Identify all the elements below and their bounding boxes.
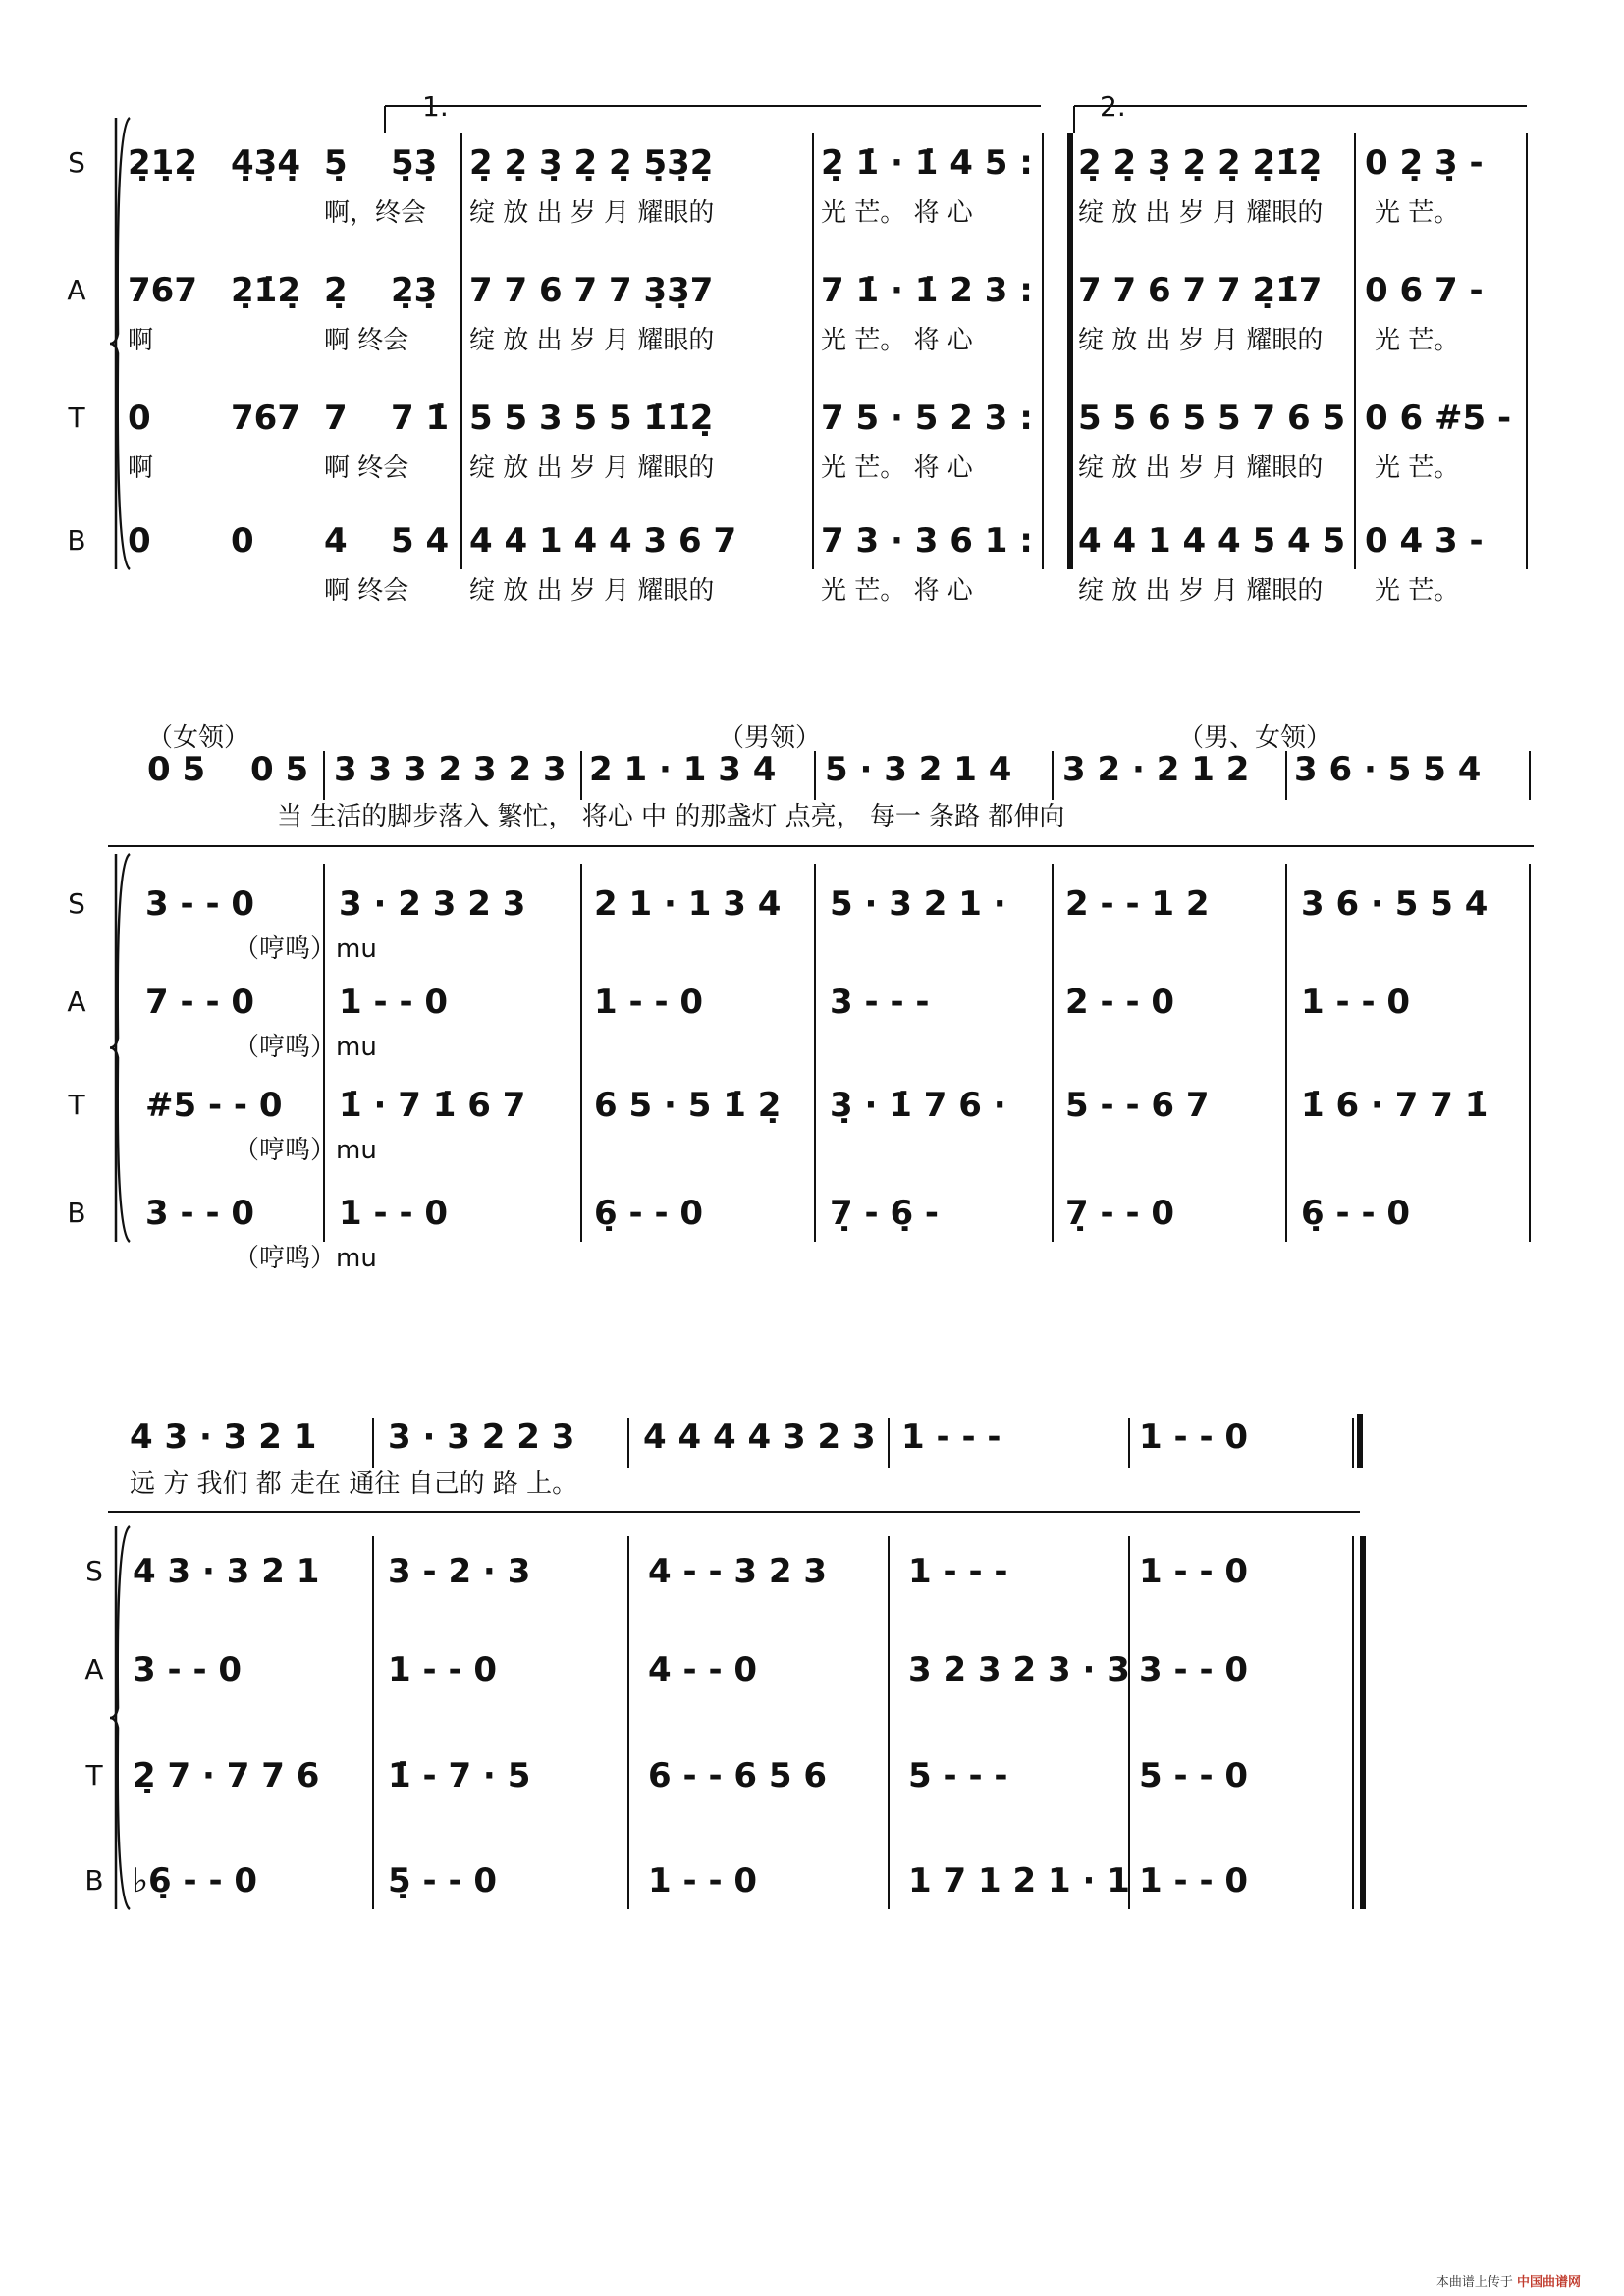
system3-brace <box>110 1526 130 1909</box>
notes-b: 4 <box>324 521 348 561</box>
notes-t: 1̇ - 7 · 5 <box>388 1756 531 1795</box>
lyrics-a: 绽 放 出 岁 月 耀眼的 <box>1078 326 1324 355</box>
lyrics-t: 啊 <box>128 454 154 483</box>
notes-t: 7 5 · 5 2 3 : <box>821 399 1033 438</box>
notes-a: 2̣ <box>324 271 348 310</box>
notes-a: 1 - - 0 <box>339 983 449 1022</box>
notes-b: 1 - - 0 <box>648 1861 758 1900</box>
upload-credit <box>1436 2271 1581 2290</box>
notes-a: 3 2 3 2 3 · 3 <box>908 1650 1130 1689</box>
notes-b: 6̣ - - 0 <box>594 1194 704 1233</box>
notes-s: 5̣3̣ <box>391 143 438 183</box>
lyrics-a: 光 芒。 <box>1375 326 1460 355</box>
notes-s: 4 3 · 3 2 1 <box>133 1552 320 1591</box>
notes-b: 0 4 3 - <box>1365 521 1484 561</box>
lead-notes: 5 · 3 2 1 4 <box>825 750 1012 789</box>
lyrics-b: 光 芒。 <box>1375 576 1460 606</box>
lyrics-s: 绽 放 出 岁 月 耀眼的 <box>1078 198 1324 228</box>
notes-a: 1 - - 0 <box>594 983 704 1022</box>
part-label-s: S <box>68 887 85 920</box>
notes-a: 2̣3̣ <box>391 271 438 310</box>
notes-a: 3 - - - <box>830 983 930 1022</box>
notes-t: 6 - - 6 5 6 <box>648 1756 828 1795</box>
role-hum: （哼鸣） <box>234 1136 337 1165</box>
hum-syllable: mu <box>336 1033 377 1062</box>
lyrics-s: 啊，终会 <box>324 198 427 228</box>
notes-a: 7 1̇ · 1̇ 2 3 : <box>821 271 1033 310</box>
notes-b: 4 4 1 4 4 3 6 7 <box>469 521 737 561</box>
notes-t: 1̇ 6 · 7 7 1̇ <box>1301 1086 1489 1125</box>
role-hum: （哼鸣） <box>234 934 337 964</box>
notes-s: 1 - - - <box>908 1552 1008 1591</box>
part-label-b: B <box>67 524 86 557</box>
notes-b: 1 - - 0 <box>339 1194 449 1233</box>
notes-b: 4 4 1 4 4 5 4 5 <box>1078 521 1346 561</box>
notes-a: 2̣1̇2̣ <box>231 271 300 310</box>
lead-notes: 0 5 <box>147 750 206 789</box>
part-label-a: A <box>67 986 86 1018</box>
notes-a: 7 7 6 7 7 3̣3̣7 <box>469 271 714 310</box>
lyrics-b: 光 芒。 将 心 <box>821 576 973 606</box>
lead-notes: 4 3 · 3 2 1 <box>130 1417 317 1457</box>
notes-s: 3 6 · 5 5 4 <box>1301 884 1489 924</box>
notes-b: 5̣ - - 0 <box>388 1861 498 1900</box>
notes-t: 5 - - 0 <box>1139 1756 1249 1795</box>
lead-lyrics: 当 生活的脚步落入 繁忙， 将心 中 的那盏灯 点亮， 每一 条路 都伸向 <box>277 802 1065 831</box>
notes-b: 1 7 1 2 1 · 1 <box>908 1861 1130 1900</box>
notes-s: 4̣3̣4̣ <box>231 143 300 183</box>
notes-s: 3 · 2 3 2 3 <box>339 884 526 924</box>
volta-1-label: 1. <box>422 90 449 123</box>
notes-t: 5 5 6 5 5 7 6 5 <box>1078 399 1346 438</box>
role-male-lead: （男领） <box>719 723 822 753</box>
part-label-a: A <box>67 274 86 306</box>
lyrics-b: 绽 放 出 岁 月 耀眼的 <box>1078 576 1324 606</box>
lead-notes: 0 5 <box>250 750 309 789</box>
notes-s: 2̣1̣2̣ <box>128 143 197 183</box>
notes-t: 5 - - 6 7 <box>1065 1086 1210 1125</box>
lyrics-t: 光 芒。 将 心 <box>821 454 973 483</box>
lead-notes: 1 - - 0 <box>1139 1417 1249 1457</box>
notes-b: 7 3 · 3 6 1 : <box>821 521 1033 561</box>
notes-s: 3 - 2 · 3 <box>388 1552 531 1591</box>
notes-t: 0 6 #5 - <box>1365 399 1512 438</box>
notes-t: 6 5 · 5 1̇ 2̣ <box>594 1086 782 1125</box>
notes-t: 7 <box>324 399 348 438</box>
part-label-t: T <box>85 1759 103 1791</box>
notes-b: 6̣ - - 0 <box>1301 1194 1411 1233</box>
notes-t: 2̣ 7 · 7 7 6 <box>133 1756 320 1795</box>
lyrics-a: 绽 放 出 岁 月 耀眼的 <box>469 326 715 355</box>
lyrics-t: 光 芒。 <box>1375 454 1460 483</box>
notes-t: 7 1̇ <box>391 399 450 438</box>
notes-s: 4 - - 3 2 3 <box>648 1552 828 1591</box>
lyrics-b: 啊 终会 <box>324 576 409 606</box>
notes-s: 5̣ <box>324 143 348 183</box>
lead-notes: 1 - - - <box>901 1417 1001 1457</box>
system2-brace <box>110 854 130 1242</box>
notes-a: 4 - - 0 <box>648 1650 758 1689</box>
lyrics-s: 绽 放 出 岁 月 耀眼的 <box>469 198 715 228</box>
notes-b: 0 <box>231 521 254 561</box>
notes-s: 5 · 3 2 1 · <box>830 884 1006 924</box>
lead-notes: 3 · 3 2 2 3 <box>388 1417 575 1457</box>
part-label-b: B <box>67 1197 86 1229</box>
notes-s: 2̣ 1̇ · 1̇ 4 5 : <box>821 143 1033 183</box>
notes-t: 0 <box>128 399 151 438</box>
notes-a: 0 6 7 - <box>1365 271 1484 310</box>
notes-t: 5 - - - <box>908 1756 1008 1795</box>
notes-t: 1̇ · 7 1̇ 6 7 <box>339 1086 526 1125</box>
lead-notes: 3 3 3 2 3 2 3 <box>334 750 567 789</box>
notes-t: 3̣ · 1̇ 7 6 · <box>830 1086 1006 1125</box>
notes-b: 7̣ - - 0 <box>1065 1194 1175 1233</box>
lyrics-t: 绽 放 出 岁 月 耀眼的 <box>1078 454 1324 483</box>
hum-syllable: mu <box>336 1136 377 1165</box>
notes-s: 1 - - 0 <box>1139 1552 1249 1591</box>
notes-s: 2 - - 1 2 <box>1065 884 1210 924</box>
notes-s: 0 2̣ 3̣ - <box>1365 143 1484 183</box>
part-label-b: B <box>84 1864 104 1896</box>
lyrics-s: 光 芒。 <box>1375 198 1460 228</box>
notes-b: 3 - - 0 <box>145 1194 255 1233</box>
lyrics-b: 绽 放 出 岁 月 耀眼的 <box>469 576 715 606</box>
notes-s: 2̣ 2̣ 3̣ 2̣ 2̣ 5̣3̣2̣ <box>469 143 714 183</box>
part-label-a: A <box>84 1653 104 1685</box>
notes-s: 3 - - 0 <box>145 884 255 924</box>
lyrics-a: 光 芒。 将 心 <box>821 326 973 355</box>
notes-b: 1 - - 0 <box>1139 1861 1249 1900</box>
lead-notes: 2 1 · 1 3 4 <box>589 750 777 789</box>
part-label-t: T <box>68 401 85 434</box>
lead-notes: 3 2 · 2 1 2 <box>1062 750 1250 789</box>
notes-a: 3 - - 0 <box>133 1650 243 1689</box>
part-label-s: S <box>85 1555 103 1587</box>
system1-brace <box>110 118 130 569</box>
role-female-lead: （女领） <box>147 723 250 753</box>
role-both-lead: （男、女领） <box>1178 723 1332 753</box>
upload-credit-text: 本曲谱上传于 <box>1435 2275 1513 2290</box>
lyrics-t: 绽 放 出 岁 月 耀眼的 <box>469 454 715 483</box>
role-hum: （哼鸣） <box>234 1244 337 1273</box>
notes-b: 7̣ - 6̣ - <box>830 1194 940 1233</box>
lyrics-s: 光 芒。 将 心 <box>821 198 973 228</box>
notes-a: 2 - - 0 <box>1065 983 1175 1022</box>
notes-a: 1 - - 0 <box>388 1650 498 1689</box>
notes-b: 0 <box>128 521 151 561</box>
notes-a: 7 - - 0 <box>145 983 255 1022</box>
notes-b: ♭6̣ - - 0 <box>133 1861 258 1900</box>
notes-s: 2̣ 2̣ 3̣ 2̣ 2̣ 2̣1̇2̣ <box>1078 143 1323 183</box>
notes-a: 3 - - 0 <box>1139 1650 1249 1689</box>
part-label-t: T <box>68 1089 85 1121</box>
notes-a: 767 <box>128 271 197 310</box>
notes-b: 5 4 <box>391 521 450 561</box>
hum-syllable: mu <box>336 1244 377 1273</box>
role-hum: （哼鸣） <box>234 1033 337 1062</box>
part-label-s: S <box>68 146 85 179</box>
volta-2-label: 2. <box>1100 90 1126 123</box>
notes-a: 7 7 6 7 7 2̣1̇7 <box>1078 271 1323 310</box>
lead-notes: 4 4 4 4 3 2 3 <box>643 1417 876 1457</box>
lyrics-a: 啊 <box>128 326 154 355</box>
notes-t: 5 5 3 5 5 1̇1̇2̣ <box>469 399 714 438</box>
lead-lyrics: 远 方 我们 都 走在 通往 自己的 路 上。 <box>130 1469 578 1499</box>
notes-s: 2 1 · 1 3 4 <box>594 884 782 924</box>
lyrics-a: 啊 终会 <box>324 326 409 355</box>
lyrics-t: 啊 终会 <box>324 454 409 483</box>
notes-t: 767 <box>231 399 300 438</box>
lead-notes: 3 6 · 5 5 4 <box>1294 750 1482 789</box>
site-brand: 中国曲谱网 <box>1516 2275 1581 2290</box>
notes-t: #5 - - 0 <box>145 1086 283 1125</box>
notes-a: 1 - - 0 <box>1301 983 1411 1022</box>
hum-syllable: mu <box>336 934 377 964</box>
